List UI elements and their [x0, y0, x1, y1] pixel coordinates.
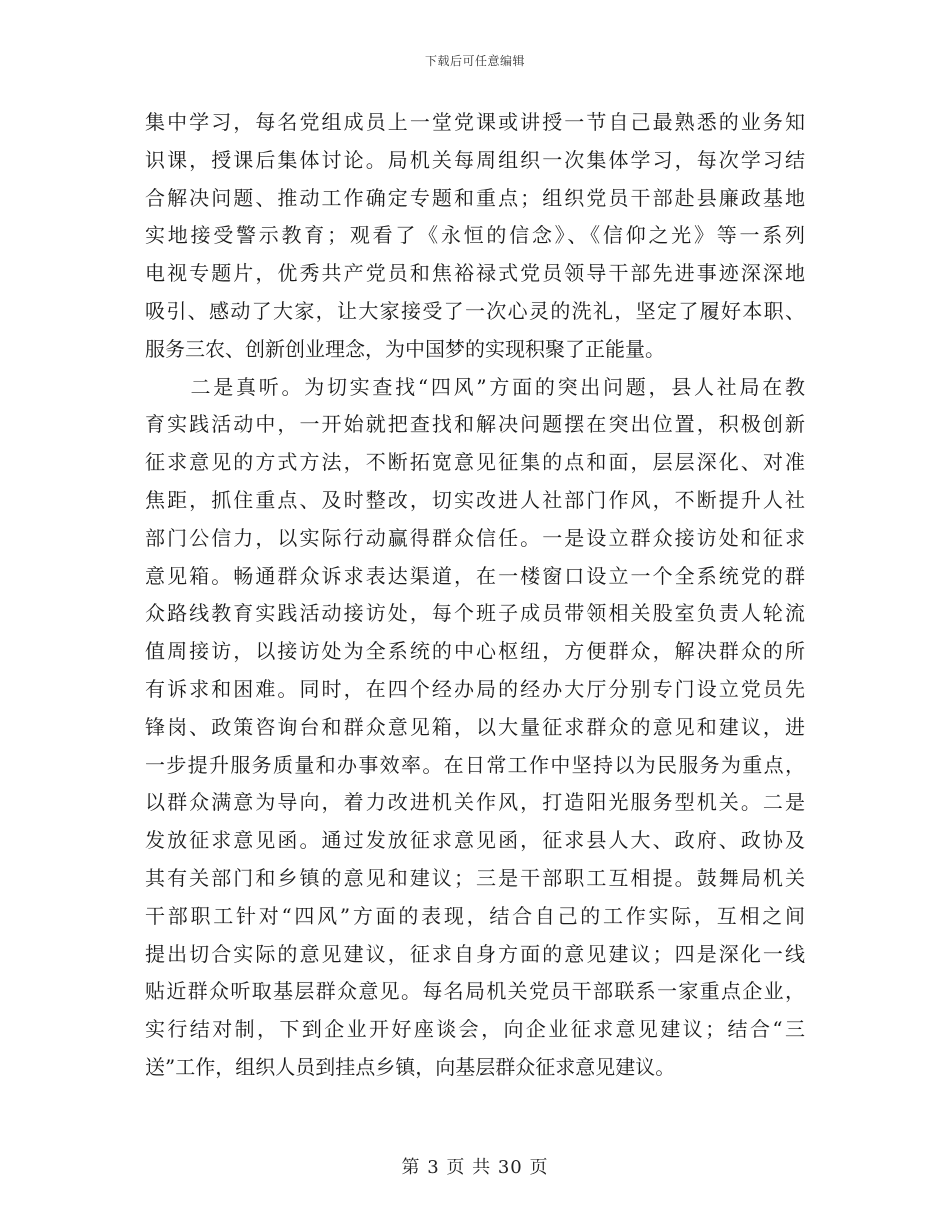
body-line: 提出切合实际的意见建议，征求自身方面的意见建议；四是深化一线 — [145, 941, 805, 966]
body-line: 实行结对制，下到企业开好座谈会，向企业征求意见建议；结合“三 — [145, 1017, 805, 1042]
body-line: 吸引、感动了大家，让大家接受了一次心灵的洗礼，坚定了履好本职、 — [145, 298, 805, 323]
body-line: 育实践活动中，一开始就把查找和解决问题摆在突出位置，积极创新 — [145, 412, 805, 437]
body-line: 有诉求和困难。同时，在四个经办局的经办大厅分别专门设立党员先 — [145, 676, 805, 701]
body-text — [145, 104, 805, 1087]
body-line: 二是真听。为切实查找“四风”方面的突出问题，县人社局在教 — [145, 374, 805, 399]
body-line: 值周接访，以接访处为全系统的中心枢纽，方便群众，解决群众的所 — [145, 639, 805, 664]
body-line: 干部职工针对“四风”方面的表现，结合自己的工作实际，互相之间 — [145, 903, 805, 928]
body-line: 电视专题片，优秀共产党员和焦裕禄式党员领导干部先进事迹深深地 — [145, 261, 805, 286]
body-line: 集中学习，每名党组成员上一堂党课或讲授一节自己最熟悉的业务知 — [145, 110, 805, 134]
page-header: 下载后可任意编辑 — [424, 54, 525, 68]
body-line: 合解决问题、推动工作确定专题和重点；组织党员干部赴县廉政基地 — [145, 185, 805, 210]
body-line: 征求意见的方式方法，不断拓宽意见征集的点和面，层层深化、对准 — [145, 450, 805, 475]
body-line: 实地接受警示教育；观看了《永恒的信念》、《信仰之光》等一系列 — [145, 223, 805, 248]
body-line: 部门公信力，以实际行动赢得群众信任。一是设立群众接访处和征求 — [145, 525, 805, 550]
body-line: 众路线教育实践活动接访处，每个班子成员带领相关股室负责人轮流 — [145, 601, 805, 626]
body-line: 一步提升服务质量和办事效率。在日常工作中坚持以为民服务为重点， — [145, 752, 805, 777]
body-line: 锋岗、政策咨询台和群众意见箱，以大量征求群众的意见和建议，进 — [145, 714, 805, 739]
body-line: 送”工作，组织人员到挂点乡镇，向基层群众征求意见建议。 — [145, 1054, 676, 1079]
body-line: 服务三农、创新创业理念，为中国梦的实现积聚了正能量。 — [145, 336, 665, 361]
body-line: 识课，授课后集体讨论。局机关每周组织一次集体学习，每次学习结 — [145, 147, 805, 172]
body-line: 焦距，抓住重点、及时整改，切实改进人社部门作风，不断提升人社 — [145, 487, 805, 512]
body-line: 意见箱。畅通群众诉求表达渠道，在一楼窗口设立一个全系统党的群 — [145, 563, 805, 588]
body-line: 以群众满意为导向，着力改进机关作风，打造阳光服务型机关。二是 — [145, 790, 805, 815]
body-line: 贴近群众听取基层群众意见。每名局机关党员干部联系一家重点企业， — [145, 979, 805, 1004]
body-line: 其有关部门和乡镇的意见和建议；三是干部职工互相提。鼓舞局机关 — [145, 865, 805, 890]
body-line: 发放征求意见函。通过发放征求意见函，征求县人大、政府、政协及 — [145, 828, 805, 853]
page-footer: 第 3 页 共 30 页 — [401, 1157, 549, 1178]
